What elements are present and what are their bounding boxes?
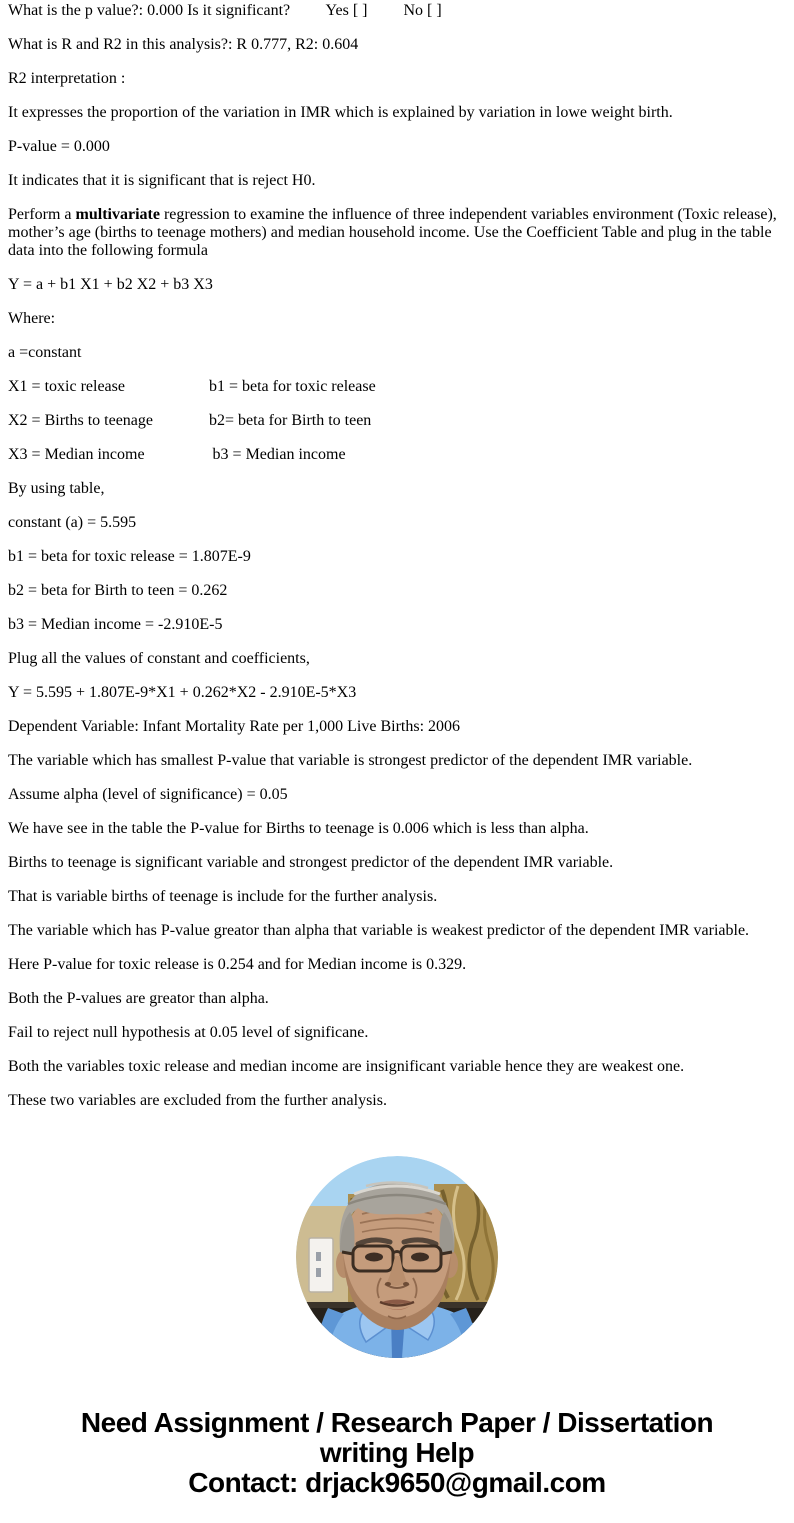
doc-paragraph: Both the variables toxic release and median income are insignificant variable hence they are weakest one. (8, 1058, 685, 1075)
doc-paragraph-formula: Y = a + b1 X1 + b2 X2 + b3 X3 (8, 276, 213, 293)
doc-paragraph: By using table, (8, 480, 105, 497)
doc-paragraph: These two variables are excluded from the further analysis. (8, 1092, 387, 1109)
doc-paragraph-constant: constant (a) = 5.595 (8, 514, 137, 531)
banner-line-contact-email: Contact: drjack9650@gmail.com (188, 1467, 606, 1498)
multivariate-bold-word: multivariate (75, 206, 160, 223)
doc-paragraph-b1: b1 = beta for toxic release = 1.807E-9 (8, 548, 251, 565)
doc-paragraph: Where: (8, 310, 56, 327)
doc-paragraph-alpha: Assume alpha (level of significance) = 0.05 (8, 786, 288, 803)
doc-paragraph: That is variable births of teenage is include for the further analysis. (8, 888, 438, 905)
doc-paragraph-p-value-question: What is the p value?: 0.000 Is it significant? Yes [ ] No [ ] (8, 2, 442, 19)
doc-paragraph-b2: b2 = beta for Birth to teen = 0.262 (8, 582, 228, 599)
doc-paragraph: It indicates that it is significant that is reject H0. (8, 172, 316, 189)
doc-paragraph-b3: b3 = Median income = -2.910E-5 (8, 616, 223, 633)
doc-paragraph: It expresses the proportion of the variation in IMR which is explained by variation in lowe weight birth. (8, 104, 673, 121)
banner-line-services: Need Assignment / Research Paper / Dissertation (80, 1407, 714, 1438)
multivariate-suffix: regression to examine the influence of three independent variables environment (Toxic release), mother’s age (births to teenage mothers) and median household income. Use the Coefficient Table and plug in the table data into the following formula (8, 206, 781, 259)
doc-paragraph-x1-definition: X1 = toxic release b1 = beta for toxic release (8, 378, 376, 395)
doc-paragraph-p-value: P-value = 0.000 (8, 138, 110, 155)
doc-paragraph: Both the P-values are greator than alpha. (8, 990, 269, 1007)
doc-paragraph-x3-definition: X3 = Median income b3 = Median income (8, 446, 346, 463)
contact-banner (0, 1408, 794, 1498)
doc-paragraph: a =constant (8, 344, 82, 361)
doc-paragraph: Births to teenage is significant variable and strongest predictor of the dependent IMR variable. (8, 854, 614, 871)
doc-paragraph: Here P-value for toxic release is 0.254 and for Median income is 0.329. (8, 956, 467, 973)
portrait-photo (296, 1156, 498, 1358)
doc-paragraph: The variable which has smallest P-value that variable is strongest predictor of the dependent IMR variable. (8, 752, 693, 769)
multivariate-prefix: Perform a (8, 206, 76, 223)
doc-paragraph-multivariate (8, 206, 786, 260)
doc-paragraph-x2-definition: X2 = Births to teenage b2= beta for Birth to teen (8, 412, 372, 429)
doc-paragraph-r2-interpretation: R2 interpretation : (8, 70, 126, 87)
doc-paragraph: Plug all the values of constant and coefficients, (8, 650, 310, 667)
portrait-photo-container (0, 1156, 794, 1358)
banner-line-help: writing Help (319, 1437, 475, 1468)
document-body (0, 2, 794, 1110)
doc-paragraph-plugged-formula: Y = 5.595 + 1.807E-9*X1 + 0.262*X2 - 2.910E-5*X3 (8, 684, 357, 701)
doc-paragraph-dependent-variable: Dependent Variable: Infant Mortality Rate per 1,000 Live Births: 2006 (8, 718, 461, 735)
doc-paragraph: We have see in the table the P-value for Births to teenage is 0.006 which is less than alpha. (8, 820, 589, 837)
doc-paragraph: The variable which has P-value greator than alpha that variable is weakest predictor of the dependent IMR variable. (8, 922, 750, 939)
portrait-photo-illustration (296, 1156, 498, 1358)
doc-paragraph-r-r2-question: What is R and R2 in this analysis?: R 0.777, R2: 0.604 (8, 36, 359, 53)
doc-paragraph: Fail to reject null hypothesis at 0.05 level of significane. (8, 1024, 369, 1041)
